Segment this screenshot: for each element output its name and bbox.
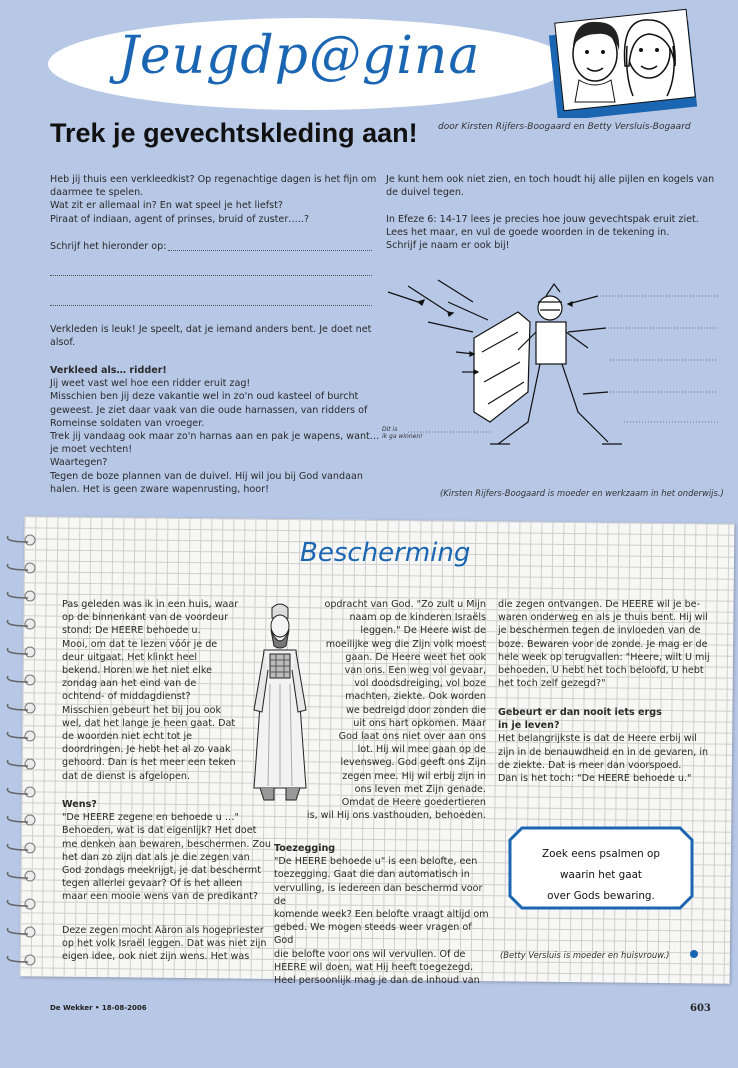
youth-faces-illustration: [545, 6, 697, 118]
danger-paragraph: Gebeurt er dan nooit iets ergs in je leven? Het belangrijkste is dat de Heere erbij wil zijn in de benauwdheid en in de gevaren, in de ziekte. Dat is meer dan voorspoed. Dan is het toch: "De HEERE behoede u.": [498, 707, 709, 785]
end-marker-icon: [690, 950, 698, 958]
danger-heading: Gebeurt er dan nooit iets ergs: [498, 707, 662, 718]
aaron-paragraph: Deze zegen mocht Aäron als hogepriester op het volk Israël leggen. Dat was niet zijn eigen idee, ook niet zijn wens. Het was: [62, 925, 267, 963]
knight-paragraph: Verkleed als… ridder! Jij weet vast wel hoe een ridder eruit zag! Misschien ben jij deze vakantie wel in zo'n oud kasteel of burcht geweest. Je ziet daar vaak van die oude harnassen, van ridders of Romeinse soldaten van vroeger. Trek jij vandaag ook maar zo'n harnas aan en pak je wapens, want… je moet vechten! Waartegen? Tegen de boze plannen van de duivel. Hij wil jou bij God vandaan halen. Het is geen zware wapenrusting, hoor!: [50, 365, 380, 495]
right-paragraph-1: Je kunt hem ook niet zien, en toch houdt hij alle pijlen en kogels van de duivel tegen.: [386, 174, 715, 199]
col1-paragraph: Pas geleden was ik in een huis, waar op de binnenkant van de voordeur stond: De HEERE behoede u. Mooi, om dat te lezen vóór je de deur uitgaat. Het klinkt heel bekend. Horen we het niet elke zondag aan het eind van de ochtend- of middagdienst? Misschien gebeurt het bij jou ook wel, dat het lange je heen gaat. Dat de woorden niet echt tot je doordringen. Je hebt het al zo vaak gehoord. Dan is het meer een teken dat de dienst is afgelopen.: [62, 599, 239, 782]
article-headline: Trek je gevechtskleding aan!: [50, 118, 418, 148]
spiral-binding: [4, 528, 44, 978]
section-title: Bescherming: [300, 538, 471, 568]
page-title: Jeugdp@gina: [118, 26, 481, 86]
author-note-1: (Kirsten Rijfers-Boogaard is moeder en werkzaam in het onderwijs.): [440, 488, 724, 498]
costume-paragraph: Verkleden is leuk! Je speelt, dat je iemand anders bent. Je doet net alsof.: [50, 324, 372, 349]
intro-paragraph: Heb jij thuis een verkleedkist? Op regenachtige dagen is het fijn om daarmee te spelen. Wat zit er allemaal in? En wat speel je het liefst? Piraat of indiaan, agent of prinses, bruid of zuster…..?: [50, 174, 377, 225]
publication-footer: De Wekker • 18-08-2006: [50, 1004, 147, 1012]
col3-paragraph: die zegen ontvangen. De HEERE wil je be- waren onderweg en als je thuis bent. Hij wil je beschermen tegen de invloeden van de boze. Bewaren voor de zonde. Je mag er de hele week op terugvallen: "Heere, wilt U mij behoeden, U hebt het toch beloofd, U hebt het toch zelf gezegd?": [498, 599, 710, 690]
author-note-2: (Betty Versluis is moeder en huisvrouw.): [500, 950, 670, 960]
right-paragraph-2: In Efeze 6: 14-17 lees je precies hoe jouw gevechtspak eruit ziet. Lees het maar, en vul de goede woorden in de tekening in. Schrijf je naam er ook bij!: [386, 214, 699, 252]
knight-drawing: [378, 272, 724, 462]
byline: door Kirsten Rijfers-Boogaard en Betty Versluis-Bogaard: [438, 122, 691, 132]
wens-heading: Wens?: [62, 799, 97, 810]
answer-line[interactable]: [50, 275, 372, 276]
answer-line[interactable]: [50, 305, 372, 306]
toezegging-paragraph: Toezegging "De HEERE behoede u" is een belofte, een toezegging. Gaat die dan automatisch in vervulling, is iedereen dan beschermd voor de komende week? Een belofte vraagt altijd om gebed. We mogen steeds weer vragen of God die belofte voor ons wil vervullen. Of de HEERE wil doen, wat Hij heeft toegezegd. Heel persoonlijk mag je dan de inhoud van: [274, 843, 489, 987]
col2-paragraph: opdracht van God. "Zo zult u Mijn naam op de kinderen Israëls leggen." De Heere wist de moeilijke weg die Zijn volk moest gaan. De Heere weet het ook van ons. Een weg vol gevaar, vol doodsdreiging, vol boze machten, ziekte. Ook worden we bedreigd door zonden die uit ons hart opkomen. Maar God laat ons niet over aan ons lot. Hij wil mee gaan op de levensweg. God geeft ons Zijn zegen mee. Hij wil erbij zijn in ons leven met Zijn genade. Omdat de Heere goedertieren is, wil Hij ons vasthouden, behoeden.: [306, 599, 486, 822]
write-prompt: Schrijf het hieronder op:: [50, 241, 167, 252]
answer-line[interactable]: [168, 250, 372, 251]
page-number: 603: [690, 1003, 711, 1014]
callout-text: Zoek eens psalmen op waarin het gaat over Gods bewaring.: [542, 848, 660, 902]
drawing-caption: Dit is ik ga winnen!: [382, 426, 423, 440]
knight-heading: Verkleed als… ridder!: [50, 365, 167, 376]
wens-paragraph: Wens? "De HEERE zegene en behoede u …" Behoeden, wat is dat eigenlijk? Het doet me denken aan bewaren, beschermen. Zou het dan zo zijn dat als je die zegen van God zondags meekrijgt, je dat beschermt tegen allerlei gevaar? Of is het alleen maar een mooie wens van de predikant?: [62, 799, 272, 903]
toezegging-heading: Toezegging: [274, 843, 336, 854]
